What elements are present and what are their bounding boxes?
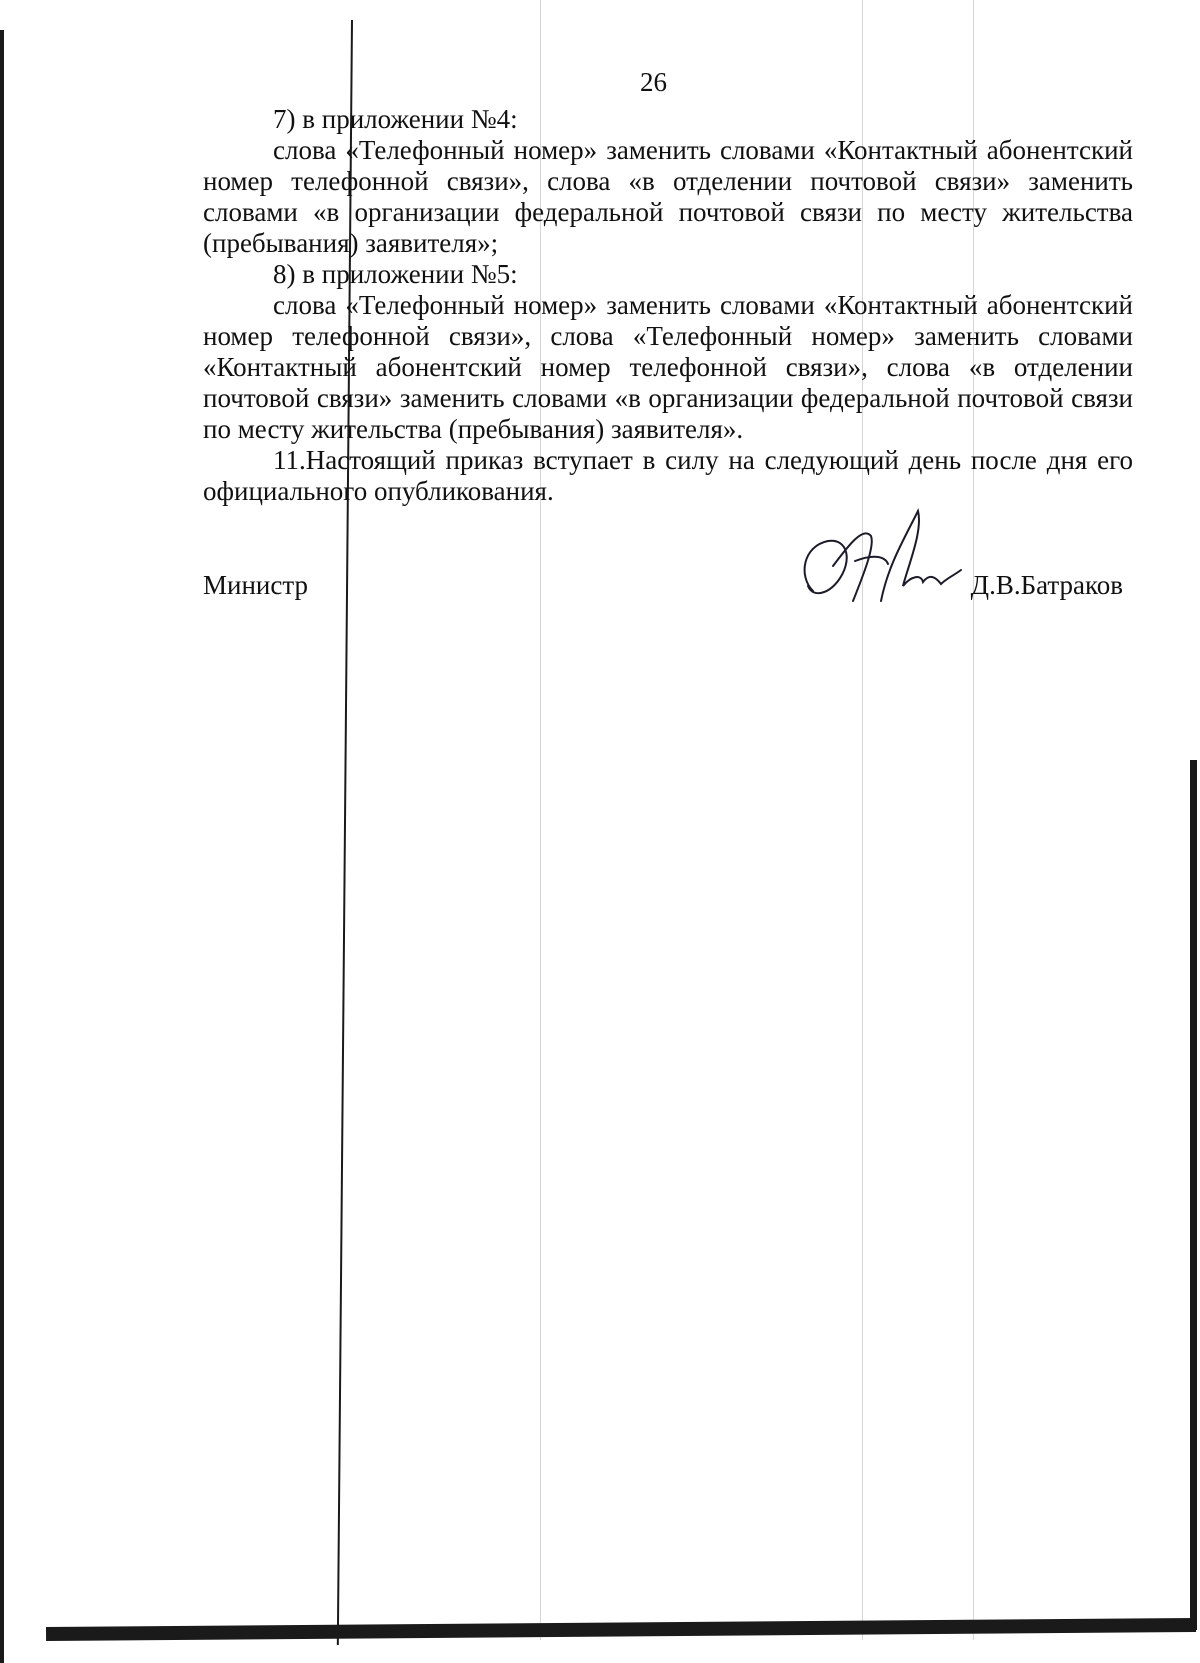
scan-left-edge bbox=[0, 30, 4, 1663]
paragraph-item-11: 11.Настоящий приказ вступает в силу на следующий день после дня его официального опубликования. bbox=[203, 445, 1133, 506]
handwritten-signature bbox=[793, 506, 973, 606]
scan-right-edge bbox=[1190, 760, 1197, 1630]
signer-position: Министр bbox=[203, 570, 308, 600]
scan-bottom-edge bbox=[46, 1618, 1196, 1641]
paragraph-item-8: 8) в приложении №5: bbox=[273, 259, 518, 289]
paragraph-text: слова «Телефонный номер» заменить словами «Контактный абонентский номер телефонной связи», слова «Телефонный номер» заменить словами «Контактный абонентский номер телефонной связи», слова «в отделении почтовой связи» заменить словами «в организации федеральной почтовой связи по месту жительства (пребывания) заявителя». bbox=[203, 290, 1133, 444]
paragraph-item-7: 7) в приложении №4: bbox=[273, 104, 518, 134]
page-number: 26 bbox=[640, 67, 667, 97]
paragraph-text: слова «Телефонный номер» заменить словами «Контактный абонентский номер телефонной связи», слова «в отделении почтовой связи» заменить словами «в организации федеральной почтовой связи по месту жительства (пребывания) заявителя»; bbox=[203, 135, 1133, 258]
signer-name: Д.В.Батраков bbox=[970, 570, 1123, 600]
signature-block bbox=[203, 556, 1133, 636]
document-body bbox=[203, 104, 1133, 507]
